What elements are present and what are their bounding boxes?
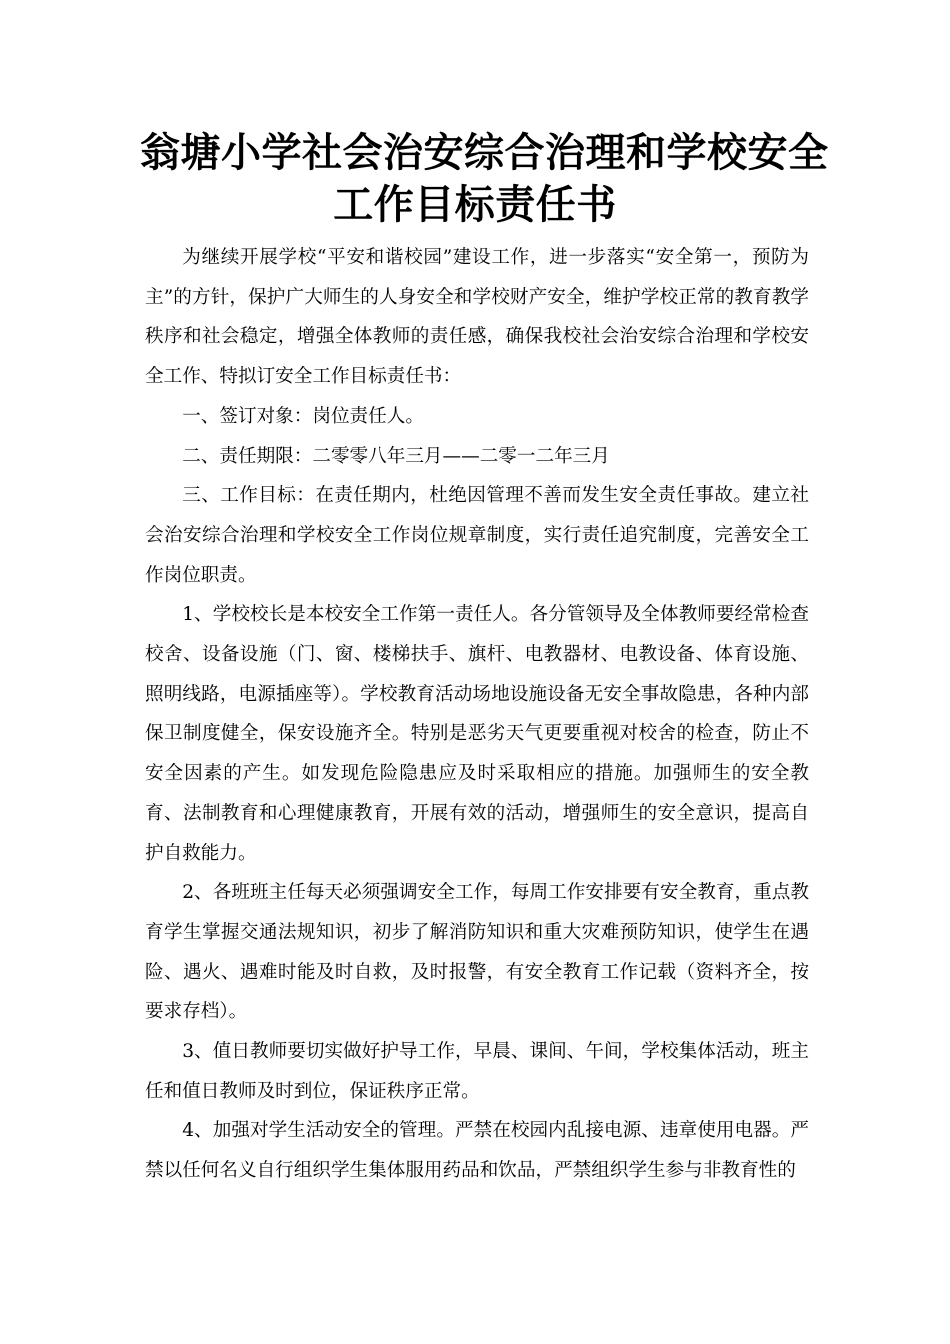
paragraph-term: 二、责任期限：二零零八年三月——二零一二年三月 (182, 445, 610, 467)
document-title-line-2: 工作目标责任书 (333, 182, 617, 228)
paragraph-goals: 三、工作目标：在责任期内，杜绝因管理不善而发生安全责任事故。建立社会治安综合治理和学校安全工作岗位规章制度，实行责任追究制度，完善安全工作岗位职责。 (145, 485, 809, 586)
document-title-line-1: 翁塘小学社会治安综合治理和学校安全 (140, 130, 829, 176)
paragraph-signing-target: 一、签订对象：岗位责任人。 (182, 405, 424, 427)
document-body (145, 238, 809, 1191)
paragraph-item-2: 2、各班班主任每天必须强调安全工作，每周工作安排要有安全教育，重点教育学生掌握交通法规知识，初步了解消防知识和重大灾难预防知识，使学生在遇险、遇火、遇难时能及时自救，及时报警，有安全教育工作记载（资料齐全，按要求存档）。 (145, 882, 809, 1023)
paragraph-item-1: 1、学校校长是本校安全工作第一责任人。各分管领导及全体教师要经常检查校舍、设备设施（门、窗、楼梯扶手、旗杆、电教器材、电教设备、体育设施、照明线路，电源插座等）。学校教育活动场地设施设备无安全事故隐患，各种内部保卫制度健全，保安设施齐全。特别是恶劣天气更要重视对校舍的检查，防止不安全因素的产生。如发现危险隐患应及时采取相应的措施。加强师生的安全教育、法制教育和心理健康教育，开展有效的活动，增强师生的安全意识，提高自护自救能力。 (145, 604, 809, 864)
paragraph-item-4: 4、加强对学生活动安全的管理。严禁在校园内乱接电源、违章使用电器。严禁以任何名义自行组织学生集体服用药品和饮品，严禁组织学生参与非教育性的 (145, 1120, 809, 1182)
paragraph-intro: 为继续开展学校“平安和谐校园”建设工作，进一步落实“安全第一，预防为主”的方针，保护广大师生的人身安全和学校财产安全，维护学校正常的教育教学秩序和社会稳定，增强全体教师的责任感，确保我校社会治安综合治理和学校安全工作、特拟订安全工作目标责任书： (145, 247, 809, 388)
paragraph-item-3: 3、值日教师要切实做好护导工作，早晨、课间、午间，学校集体活动，班主任和值日教师及时到位，保证秩序正常。 (145, 1041, 809, 1102)
